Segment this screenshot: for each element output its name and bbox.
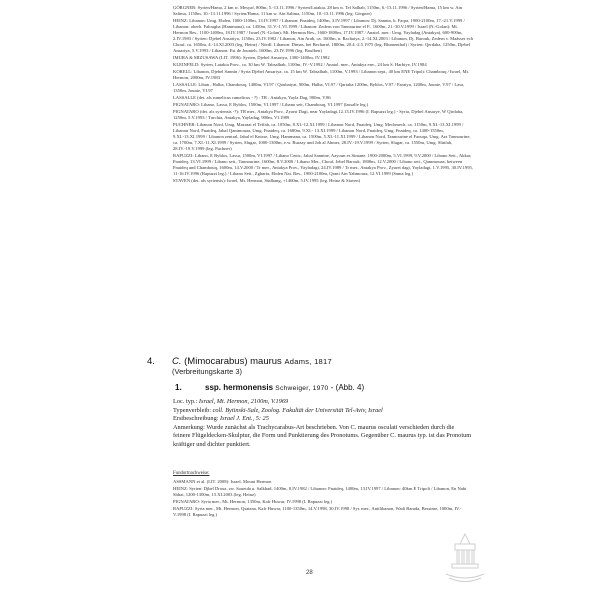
typenverbleib-value: coll. Bytinski-Salz, Zoolog. Fakultät der Universität Tel-Aviv, Israel bbox=[212, 406, 383, 414]
record-entry: RAPUZZI: Libano, E Byblos, Lassa, 1500m, VI.1997 / Libano Centr., Jabal Sannine, Aayoun es Simane, 1900-2000m, 5.VI.1999, 9.V.2000 / Libano Sett., Akkar, Fnaideq, 13.VI.1999 / Libano sett., Tannourine, 1600m, 8.V.2000 / Libano Mer., Chouf, Jebel Barouk, 1800m, 12.V.2000 / Libano sett., Qammouaa, between Fnaideq and Chambouq, 1600m, 14.V.2000 / Tr mer., Antakya Prov., Yayladagi, 24.IV.1989 / Tr mer., Antakya Prov., Zyaret dagi, Yayladagi, 1.V.1995, 30.IV.1995, 11-16.IV.1996 (Rapuzzi leg.) / Libano Sett., Zgharta, Ehden Nat. Res., 1900-2100m, Qrani Ain Yahmoura, 12.VI.1999 (Sama leg.) bbox=[173, 152, 473, 177]
erstbeschreibung-value: Israel J. Ent., 5: 25 bbox=[220, 415, 269, 422]
loc-typ-line bbox=[173, 398, 473, 407]
record-entry: PUCHNER: Libanon Nord, Umg. Mazraat el Teffah, ca. 1050m, 8.XI.-12.XI.1999 / Libanon Nord, Fnaideq, Umg. Mechmech, ca. 1150m, 9.XI.-13.XI.1999 / Libanon Nord, Fnaideq, Jabal Qammouaa, Umg. Fnaideq, ca. 1680m, 9.XI.- 13.XI.1999 / Libanon Nord, Fnaideq, Umg. Fnaideq, ca. 1400-1550m, 9.XI.-13.XI.1999 / Libanon zentral, Jabal el Knisse, Umg. Hammana, ca. 1500m, 5.XI.-11.XI.1999 / Libanon Nord, Tannourine el Faouqa, Umg. Arz Tannourine, ca. 1700m, 7.XI.-11.XI.1999 / Syrien, Slugar, 1000-1300m, e.w. Burzay und Job al Ahmer, 28.IV.-19.V.1999 / Syrien, Slugar, ca. 1550m, Umg. Slinfah, 28.IV.-19.V.1999 (leg. Puchner) bbox=[173, 121, 471, 152]
species-author: Adams, 1817 bbox=[284, 357, 332, 366]
record-entry: RAPUZZI: Syria mer., Mt. Hermon, Qsatana, Kafr Huwar, 1100-1350m, 14.V.1998, 30.IV.1998 / Syr. mer., Antilibanon, Wadi Barada, Bessime, 1000m, IV.-V.1998 (I. Rapuzzi leg.) bbox=[173, 505, 462, 517]
anmerkung-label: Anmerkung: bbox=[173, 423, 205, 431]
record-entry: ASSMANN et al. (LIT. 2008): Israel, Mount Hermon bbox=[173, 479, 272, 484]
subspecies-author: Schweiger, 1970 bbox=[275, 385, 329, 392]
record-entry: HEINZ: Syrien: Djbel Drouz, zw. Soueida u. Salkhad, 1400m, 8.IV.1982 / Libanon: Fnaideq, 1400m, 13.IV.1997 / Libanon: 40km E Tripoli / Libanon, En Nabi Shbai, 1200-1300m, 15.XI.2003 (leg. Heinz) bbox=[173, 485, 467, 497]
section-number: 4. bbox=[147, 356, 155, 367]
record-entry: KLEINFELD: Syrien, Latakia Prov., ca. 30 km W. Tabsalhab, 1100m, IV.-V.1992 / Anatol. mer., Antakya env., 24 km S. Harbiye, IV.1984 bbox=[173, 62, 427, 68]
library-stamp-icon bbox=[440, 530, 490, 585]
record-entry: LASSALLE (det. als rumelicus rumelicus - ?) : TR : Antakya, Yayla Dag, 900m, V.86 bbox=[173, 95, 331, 100]
record-entry: STAVEN (det. als syriensis): Israel, Mt. Hermon, Südhang, +1460m, 5.IV.1995 (leg. Heinz & Staven) bbox=[173, 178, 361, 184]
loc-typ-value: Israel, Mt. Hermon, 2100m, V.1969 bbox=[198, 398, 289, 405]
anmerkung-text: Wurde zunächst als Trachycarabus-Art beschrieben. Von C. maurus osculati verschieden durch die feinere Flügeldecken-Skulptur, die Form und Punktierung des Pronotums. Gegenüber C. maurus typ. ist das Pronotum kräftiger und dichter punktiert. bbox=[173, 423, 472, 448]
genus-abbrev: C. bbox=[172, 356, 182, 367]
records-list-bottom bbox=[173, 479, 473, 519]
erstbeschreibung-line bbox=[173, 415, 473, 424]
record-entry: GÖRGNER: Syrien/Hama, 2 km w. Mesyaf, 800m, 5.-13.11.1996 / Syrien/Latakia, 28 km w. Tel Salhab, 1150m, 6.-13.11.1996 / Syrien/Hama, 15 km w. Ain Salima, 1150m, 10.-13.11.1996 / Syrien/Hama, 11 km w. Ain Salima, 1150m, 10.-13.11.1996 (leg. Görgner) bbox=[173, 5, 463, 17]
species-name: (Mimocarabus) maurus bbox=[184, 356, 282, 367]
records-list-top bbox=[173, 5, 473, 185]
subspecies-name: ssp. hermonensis bbox=[205, 383, 274, 392]
locality-block bbox=[173, 398, 473, 449]
anmerkung-line bbox=[173, 424, 473, 450]
typenverbleib-line bbox=[173, 407, 473, 416]
erstbeschreibung-label: Erstbeschreibung: bbox=[173, 415, 219, 422]
subspecies-number: 1. bbox=[175, 383, 182, 392]
page-number: 28 bbox=[306, 570, 313, 576]
fundortnachweise-heading: Fundortnachweise: bbox=[173, 471, 210, 476]
subspecies-figure-ref: - (Abb. 4) bbox=[330, 383, 365, 392]
record-entry: PIGNATARO (det. als syriensis -?): TR mer., Antakya Prov., Zyarst Dagi, near Yayladagi,12.13.IV.1996 (I. Rapuzzi leg.) - Syria, Djebel Ansarye, W Qirdaha, 1250m, 5.V.1993 / Turchia, Antakya, Yayladag, 900m, VI.1989 bbox=[173, 108, 464, 120]
subspecies-title bbox=[205, 383, 364, 392]
loc-typ-label: Loc. typ.: bbox=[173, 398, 198, 405]
section-subtitle: (Verbreitungskarte 3) bbox=[172, 367, 243, 376]
section-title bbox=[172, 356, 332, 367]
record-entry: IMURA & MIZUSAWA (LIT. 1996): Syrien, Djebel Ansariya, 1300-1400m, IV.1982 bbox=[173, 55, 330, 61]
record-entry: HEINZ: Libanon: Umg. Ehden, 1000-1100m, 13.IV.1997 / Libanon: Fnaideq, 1400m, 3.IV.1997 / Libanon: Dj. Sannin, b. Faqra, 1900-2100m, 17.-21.V.1999 / Libanon: oberh. Falougha (Hammana), ca. 1450m, 31.V.-1.VI.1999 / Libanon: Zedern von Tannourine el F., 1600m, 21.-30.V.1999 / Israel (N.-Golan): Mt. Hermon Res., 1100-1400m, 18.IV.1987 / Israel (N.-Golan): Mt. Hermon Res., 1600-1800m, 17.IV.1987 / Anatol. mer.: Umg. Yayladag (Antakya), 600-900m, 2.IV.1983 / Syrien: Djebel Ansariya, 1150m, 23.IV.1982 / Libanon, Ain Arab, ca. 1600m, n. Rachaiya, 2.-14.XI.2003 / Libanon, Dj. Barouk, Zedern v. Maâsser ech Chouf, ca. 1650m, 4.-14.XI.2003 (leg. Heinz) / Nördl. Libanon: Dimas, bei Becharré, 1800m, 20.4.-2.5.1975 (leg. Blumenthal) / Syrien: Qerdaha, 1250m, Djebel Ansariya, 5.V.1993 / Libanon: Est de Jounieh, 1600m, 23.IV.1996 (leg. Boulben) bbox=[173, 17, 473, 54]
typenverbleib-label: Typenverbleib: bbox=[173, 406, 212, 414]
record-entry: LASSALLE: Liban , Halba, Chambouq, 1400m, VI.97 / Qoubaiyat, 900m, Halba, VI.97 / Qartaba 1200m, Byblos, V.97 / Faraiya, 1200m, Jounie, V.97 / Lasa, 1350m, Jounie, VI.97 bbox=[173, 82, 465, 94]
record-entry: PIGNATARO: Libano, Lassa, E Byblos, 1500m, VI.1997 / Libano sett, Chambouq, VI.1997 (lassalle leg.) bbox=[173, 101, 369, 107]
record-entry: PIGNATARO: Syria mer., Mt. Hermon, 1350m, Kafr Huwar, IV.1998 (I. Rapuzzi leg.) bbox=[173, 498, 333, 504]
record-entry: KORELL: Libanon, Djebel Sannin / Syria Djebel Ansariya, ca. 15 km W. Tabsalhab, 1100m, V.1993 / Libanon sept., 40 km ENE Tripoli: Chambouq / Israel, Mt. Hermon, 2000m, IV.1983 bbox=[173, 69, 470, 81]
